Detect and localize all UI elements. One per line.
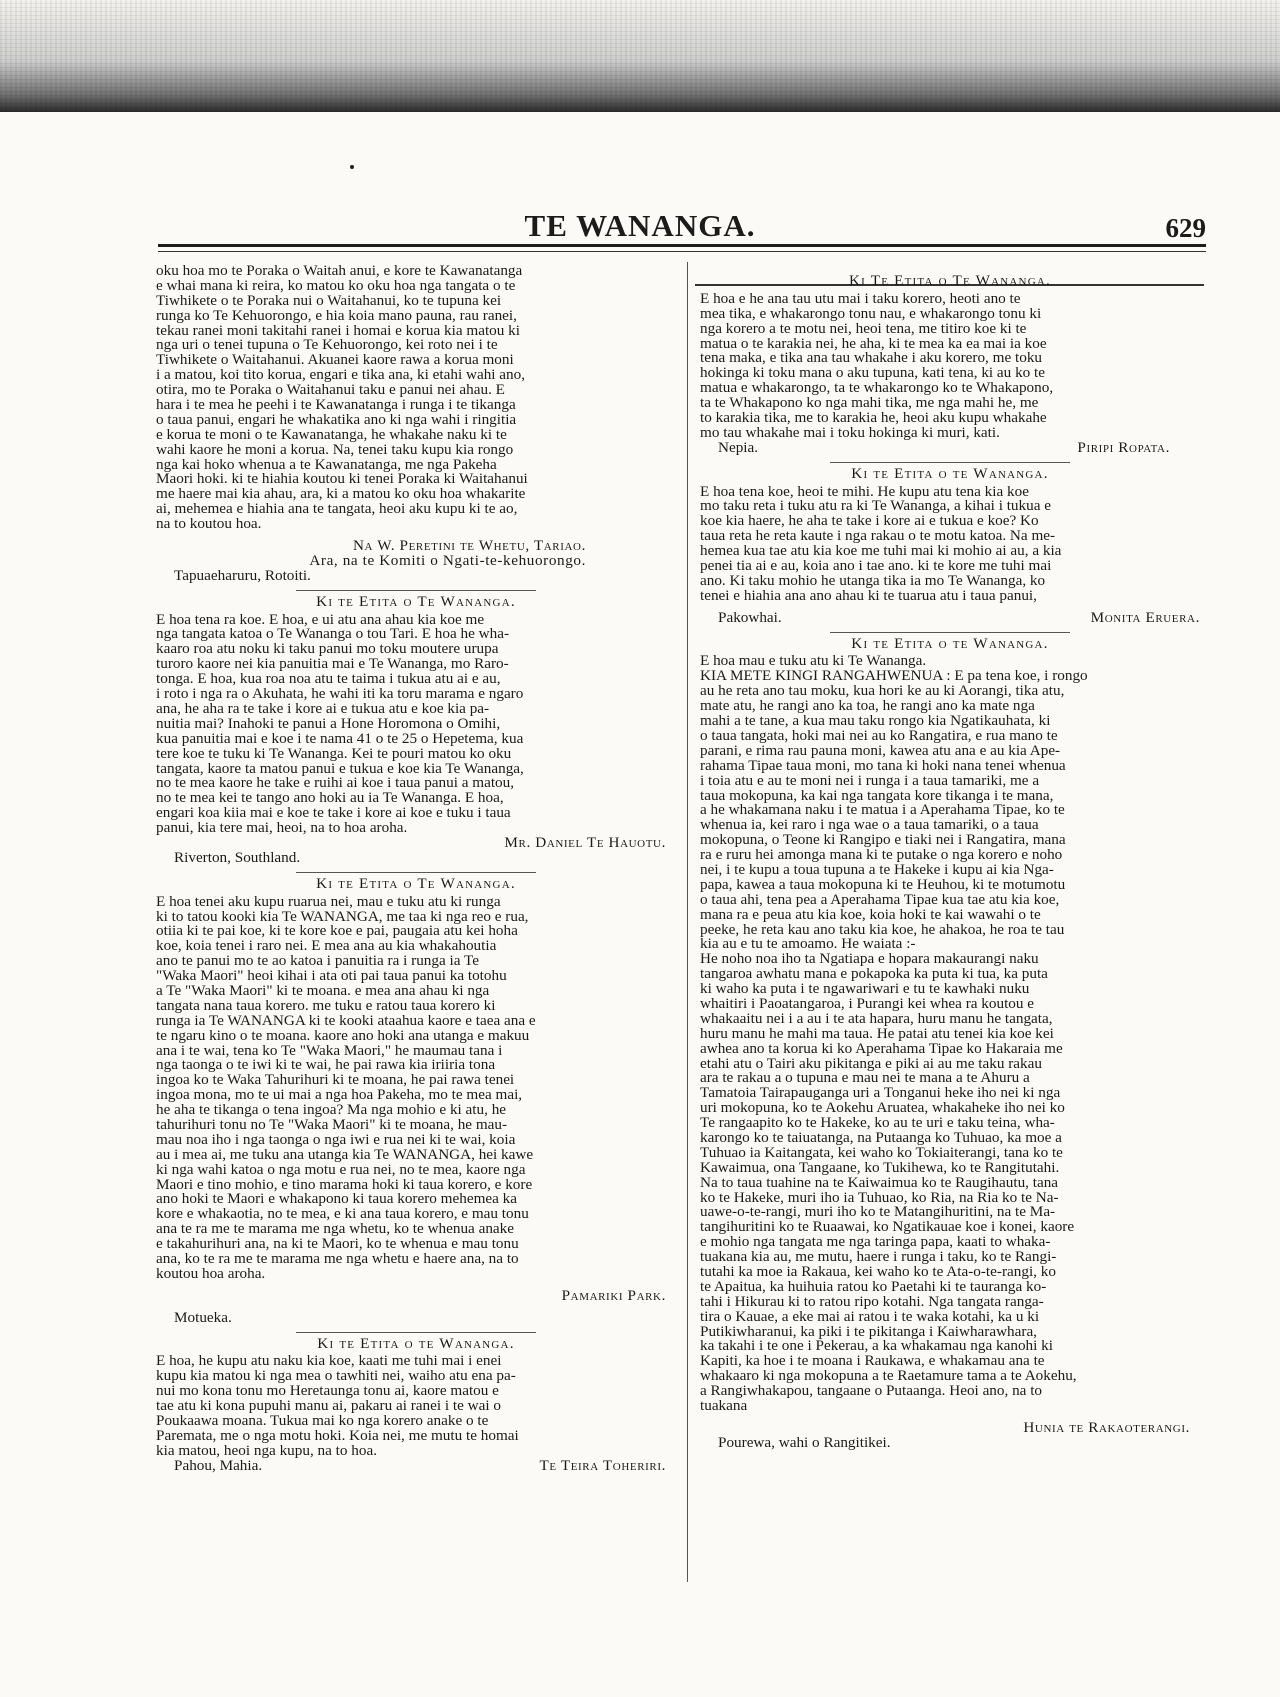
letter-line: kua panuitia mai e koe i te nama 41 o te 25 o Hepetema, kua xyxy=(156,731,524,747)
letter-line: tenei e hiahia ana ano ahau ki te tuarua atu i taua panui, xyxy=(700,588,1037,604)
letter-line: mahi a te tane, a kua mau taku rongo kia Ngatikauhata, ki xyxy=(700,714,1051,729)
letter-place: Pahou, Mahia. xyxy=(174,1458,263,1474)
letter-heading: Ki te Etita o Te Wananga. xyxy=(316,594,516,610)
letter-line: runga ko Te Kehuorongo, e hia koia mano pauna, rau ranei, xyxy=(156,308,517,324)
letter-line: na to koutou hoa. xyxy=(156,517,262,533)
letter-line: Kawaimua, ona Tangaane, ko Tukihewa, ko te Rangitutahi. xyxy=(700,1160,1060,1176)
letter-line: tuakana xyxy=(700,1399,748,1414)
letter-place: Riverton, Southland. xyxy=(174,850,301,866)
letter-line: nga taonga o te iwi ki te wai, he pai rawa kia iriiria tona xyxy=(156,1058,496,1074)
letter-line: taua reta he reta kaute i nga rakau o te motu katoa. Na me- xyxy=(700,529,1056,545)
letter-line: o taua ahi, tena pea a Aperahama Tipae kua tae atu kia koe, xyxy=(700,892,1060,908)
letter-line: e mohio nga tangata me nga taringa papa, kaati to whaka- xyxy=(700,1235,1051,1251)
letter-line: tutahi ka moe ia Rakaua, kei waho ko te Ata-o-te-rangi, ko xyxy=(700,1265,1056,1280)
letter-line: nuitia mai? Inahoki te panui a Hone Horomona o Omihi, xyxy=(156,716,501,732)
page-number: 629 xyxy=(1165,213,1206,243)
letter-line: mea tika, e whakarongo tonu nau, e whakarongo tonu ki xyxy=(700,306,1042,322)
header-rule-thick xyxy=(158,244,1206,247)
letter-line: i toia atu e au te moni nei i runga i a taua tamariki, me a xyxy=(700,773,1040,789)
letter-line: mokopuna, o Teone ki Rangipo e tiaki nei i Rangatira, mana xyxy=(700,833,1066,849)
letter-signature: Piripi Ropata. xyxy=(1077,440,1170,456)
letter-line: Tuhuao ia Kaitangata, kei waho ko Tokiaiterangi, tana ko te xyxy=(700,1145,1063,1161)
letter-line: Tiwhikete o Waitahanui. Akuanei kaore rawa a korua moni xyxy=(156,353,514,369)
spacer xyxy=(156,532,676,539)
letter-line: hemea kua tae atu kia koe me tuhi mai ki mohio ai au, a kia xyxy=(700,544,1062,560)
letter-line: nei, i te kupu a toua tupuna a te Hakeke i kupu ai kia Nga- xyxy=(700,862,1054,878)
letter-line: panui, kia tere mai, heoi, na to hoa aroha. xyxy=(156,821,408,836)
letter-line: whenua ia, kei raro i nga wae o a taua tamariki, o a taua xyxy=(700,818,1039,834)
letter-line: koe, koia tenei i raro nei. E mea ana au kia whakahoutia xyxy=(156,939,497,955)
letter-line: ana i te wai, tena ko Te "Waka Maori," he maumau tana i xyxy=(156,1043,503,1059)
letter-line: Maori e tino mohio, e tino marama hoki ki taua korero, e kore xyxy=(156,1177,533,1193)
letter-line: he aha te tikanga o tena ingoa? Ma nga mohio e ki atu, he xyxy=(156,1103,507,1118)
letter-line: e korua te moni o te Kawanatanga, he whakahe naku ki te xyxy=(156,427,507,443)
letter-line: a Te "Waka Maori" ki te moana. e mea ana ahau ki nga xyxy=(156,983,490,999)
letter-line: He noho noa iho ta Ngatiapa e hopara makaurangi naku xyxy=(700,952,1039,968)
letter-line: engari koa kiia mai e koe te take i kore ai koe e tuku i taua xyxy=(156,806,511,822)
section-separator xyxy=(830,632,1070,633)
letter-line: E hoa e he ana tau utu mai i taku korero, heoti ano te xyxy=(700,291,1021,307)
letter-line: awhea ano ta korua ki ko Aperahama Tipae ko Hakaraia me xyxy=(700,1041,1063,1057)
letter-line: a he whakamana naku i te matua i a Aperahama Tipae, ko te xyxy=(700,803,1065,819)
letter-line: uri mokopuna, ko te Aokehu Aruatea, whakaheke iho nei ko xyxy=(700,1101,1065,1117)
letter-line: i a matou, koi tito korua, engari e tika ana, ki etahi wahi ano, xyxy=(156,368,526,384)
letter-line: karongo ko te taiuatanga, na Putaanga ko Tuhuao, ka moe a xyxy=(700,1130,1062,1146)
letter-heading: Ki Te Etita o Te Wananga. xyxy=(849,274,1051,289)
letter-line: Te rangaapito ko te Hakeke, ko au te uri e taku teina, wha- xyxy=(700,1116,1055,1131)
column-divider xyxy=(687,262,688,1582)
letter-line: o taua tangata, hoki mai nei au ko Rangatira, e rua mano te xyxy=(700,728,1058,744)
letter-line: tahurihuri tonu no Te "Waka Maori" ki te moana, he mau- xyxy=(156,1117,508,1133)
letter-place: Pakowhai. xyxy=(718,610,782,626)
letter-line: ko te Hakeke, muri iho ia Tuhuao, ko Ria, na Ria ko te Na- xyxy=(700,1190,1059,1206)
spacer xyxy=(700,1414,1200,1421)
section-separator xyxy=(296,1332,536,1333)
letter-heading: Ki te Etita o te Wananga. xyxy=(317,1336,515,1352)
letter-line: etahi atu o Tairi aku pikitanga e piki ai au me taku rakau xyxy=(700,1056,1042,1072)
letter-line: E hoa, he kupu atu naku kia koe, kaati me tuhi mai i enei xyxy=(156,1354,502,1370)
letter-line: au i mea ai, me tuku ana utanga kia Te WANANGA, hei kawe xyxy=(156,1147,534,1163)
letter-line: tena maka, e tika ana tau whakahe i aku korero, me toku xyxy=(700,351,1043,367)
letter-line: ingoa mona, mo te ui mai a nga hoa Pakeha, mo te mea mai, xyxy=(156,1088,523,1104)
letter-line: Tiwhikete o te Poraka nui o Waitahanui, ko te tupuna kei xyxy=(156,293,502,309)
letter-line: me haere mai kia ahau, ara, ki a matou ko oku hoa whakarite xyxy=(156,487,526,503)
letter-line: nui mo kona tonu mo Heretaunga tonu ai, kaore matou e xyxy=(156,1384,499,1400)
letter-line: ano. Ki taku mohio he utanga tika ia mo Te Wananga, ko xyxy=(700,573,1046,589)
letter-line: Kapiti, ka hoe i te moana i Raukawa, e whakamau ana te xyxy=(700,1354,1045,1370)
letter-line: nga korero a te motu nei, heoi tena, me titiro koe ki te xyxy=(700,321,1027,337)
letter-line: ki nga wahi katoa o nga motu e rua nei, no te mea, kaore nga xyxy=(156,1162,526,1178)
letter-line: otiia ki te pai koe, ki te kore koe e pai, paugaia atu kei hoha xyxy=(156,924,518,940)
letter-line: mau noa iho i nga taonga o nga iwi e rua nei ki te wai, koia xyxy=(156,1132,516,1148)
letter-line: mo tau whakahe mai i toku hokinga ki muri, kati. xyxy=(700,425,1000,441)
letter-line: no te mea kaore he take e ruihi ai koe i taua panui a matou, xyxy=(156,776,515,792)
letter-line: ki waho ka puta i te ngawariwari e tu te kawhaki nuku xyxy=(700,982,1030,997)
letter-heading: Ki te Etita o Te Wananga. xyxy=(316,876,516,892)
letter-place: Pourewa, wahi o Rangitikei. xyxy=(718,1435,891,1451)
letter-line: "Waka Maori" heoi kihai i ata oti pai taua panui ka totohu xyxy=(156,969,507,984)
letter-line: Paremata, me o nga motu hoki. Koia nei, me mutu te homai xyxy=(156,1428,519,1444)
letter-signature: Pamariki Park. xyxy=(561,1288,666,1304)
letter-line: wahi kaore he moni a korua. Na, tenei taku kupu kia rongo xyxy=(156,442,514,458)
letter-line: Maori hoki. ki te hiahia koutou ki tenei Poraka ki Waitahanui xyxy=(156,472,528,488)
letter-line: te ngaru kino o te moana. kaore ano hoki ana utanga e makuu xyxy=(156,1028,530,1044)
letter-line: runga ia Te WANANGA ki te kooki ataahua kaore e taea ana e xyxy=(156,1013,536,1029)
letter-line: ana, ko te ra me te marama me nga whetu e haere ana, na to xyxy=(156,1252,519,1267)
letter-line: ra e ruru hei amonga mana ki te putake o nga korero e noho xyxy=(700,848,1063,863)
letter-place: Nepia. xyxy=(718,440,759,456)
letter-place: Motueka. xyxy=(174,1310,232,1326)
letter-line: kia matou, heoi nga kupu, na to hoa. xyxy=(156,1443,378,1459)
letter-line: ki to tatou kooki kia Te WANANGA, me taa ki nga reo e rua, xyxy=(156,909,529,925)
letter-line: tangihuritini ko te Ruaawai, ko Ngatikauae koe i konei, kaore xyxy=(700,1220,1075,1236)
letter-line: ara te rakau a o tupuna e mau nei te mana a te Ahuru a xyxy=(700,1071,1030,1087)
section-separator xyxy=(830,462,1070,463)
letter-line: Putikiwharanui, ka piki i te pikitanga i Kaiwharawhara, xyxy=(700,1324,1037,1340)
letter-line: koutou hoa aroha. xyxy=(156,1266,266,1282)
letter-line: a Rangiwhakapou, tangaane o Putaanga. Heoi ano, na to xyxy=(700,1384,1043,1400)
letter-line: KIA METE KINGI RANGAHWENUA : E pa tena koe, i rongo xyxy=(700,669,1088,685)
left-column xyxy=(156,264,676,1474)
letter-line: matua o te karakia nei, he aha, ki te mea ka ea mai ia koe xyxy=(700,336,1047,352)
letter-line: o taua panui, engari he whakatika ano ki nga wahi i ringitia xyxy=(156,412,517,428)
header-rule-thin xyxy=(158,251,1206,252)
letter-line: tangata nana taua korero. me tuku e ratou taua korero ki xyxy=(156,998,496,1014)
letter-line: peeke, he reta kau ano taku kia koe, he ahakoa, he roa te tau xyxy=(700,922,1065,938)
letter-signature: Na W. Peretini te Whetu, Tariao. xyxy=(352,539,586,554)
letter-line: hara i te mea he peehi i te Kawanatanga i runga i te tikanga xyxy=(156,398,516,413)
right-column xyxy=(700,272,1200,1451)
letter-line: Tamatoia Tairapauganga uri a Tonganui heke iho nei ki nga xyxy=(700,1086,1061,1102)
letter-line: kupu kia matou ki nga mea o tawhiti nei, waiho atu ena pa- xyxy=(156,1369,516,1385)
letter-line: matua e whakarongo, ta te whakarongo ko te Whakapono, xyxy=(700,381,1054,397)
letter-line: au he reta ano tau moku, kua hori ke au ki Aorangi, tika atu, xyxy=(700,684,1065,700)
letter-line: Na to taua tuahine na te Kaiwaimua ko te Raugihautu, tana xyxy=(700,1175,1059,1191)
letter-line: whaitiri i Paoatangaroa, i Purangi kei whea ra koutou e xyxy=(700,996,1035,1012)
spacer xyxy=(700,604,1200,611)
letter-line: tahi i Hikurau ki to ratou ripo kotahi. Nga tangata ranga- xyxy=(700,1294,1044,1310)
letter-line: no te mea kei te tango ano hoki au ia Te Wananga. E hoa, xyxy=(156,791,504,807)
ink-speck xyxy=(350,165,354,169)
letter-heading: Ki te Etita o te Wananga. xyxy=(851,636,1049,652)
letter-line: tae atu ki kona pupuhi manu ai, pakaru ai ranei i te wai o xyxy=(156,1399,501,1415)
letter-line: ai, mehemea e hiahia ana te tangata, heoi aku kupu ki te ao, xyxy=(156,502,518,518)
letter-line: hokinga ki toku mana o aku tupuna, kati tena, ki au ko te xyxy=(700,366,1046,382)
letter-line: mana ra e peua atu kia koe, koia hoki te kai wawahi o te xyxy=(700,907,1041,923)
letter-signature: Hunia te Rakaoterangi. xyxy=(1023,1420,1190,1436)
letter-line: parani, e rima rau pauna moni, kawea atu ana e au kia Ape- xyxy=(700,743,1061,759)
letter-line: Poukaawa moana. Tukua mai ko nga korero anake o te xyxy=(156,1414,489,1429)
letter-line: oku hoa mo te Poraka o Waitah anui, e kore te Kawanatanga xyxy=(156,264,523,279)
letter-line: kore e whakaotia, no te mea, e ki ana taua korero, e mau tonu xyxy=(156,1207,529,1223)
letter-line: tangata, kaore ta matou panui e tukua e koe kia Te Wananga, xyxy=(156,761,524,777)
letter-line: tuakana kia au, me mutu, haere i runga i taku, ko te Rangi- xyxy=(700,1250,1057,1265)
letter-line: te Apaitua, ka huihuia ratou ko Paetahi ki te tauranga ko- xyxy=(700,1279,1047,1295)
scan-artifact-band xyxy=(0,0,1280,112)
letter-line: papa, kawea a taua mokopuna ki te Heuhou, ki te motumotu xyxy=(700,877,1066,893)
letter-line: tonga. E hoa, kua roa noa atu te taima i tukua atu ai e au, xyxy=(156,672,501,688)
masthead-title: TE WANANGA. xyxy=(524,208,756,243)
letter-line: tere koe te tuku ki Te Wananga. Kei te pouri matou ko oku xyxy=(156,746,512,762)
letter-line: ano hoki te Maori e whakapono ki taua korero mehemea ka xyxy=(156,1192,517,1208)
spacer xyxy=(156,1304,676,1311)
letter-line: tira o Kauae, a eke mai ai ratou i te waka kotahi, ka u ki xyxy=(700,1309,1040,1325)
letter-line: E hoa tenei aku kupu ruarua nei, mau e tuku atu ki runga xyxy=(156,894,501,910)
letter-line: mate atu, he rangi ano ka toa, he rangi ano ka mate nga xyxy=(700,699,1035,715)
section-separator xyxy=(296,590,536,591)
letter-line: nga tangata katoa o Te Wananga o tou Tari. E hoa he wha- xyxy=(156,627,510,643)
letter-signature: Mr. Daniel Te Hauotu. xyxy=(504,835,666,851)
letter-heading: Ki te Etita o te Wananga. xyxy=(851,466,1049,482)
letter-line: ingoa ko te Waka Tahurihuri ki te moana, he pai rawa tenei xyxy=(156,1073,515,1089)
letter-line: tangaroa awhatu mana e pokapoka ka puta ki tua, ka puta xyxy=(700,967,1048,983)
letter-line: huru manu he mahi ma taua. He patai atu tenei kia koe kei xyxy=(700,1026,1054,1042)
letter-line: whakaaitu nei i a au i te ata hapara, huru manu he tangata, xyxy=(700,1011,1053,1027)
letter-line: koe kia haere, he aha te take i kore ai e tukua e koe? Ko xyxy=(700,514,1039,530)
letter-line: penei tia ai e au, koia ano i tae ano. ki te kore me tuhi mai xyxy=(700,559,1052,574)
letter-line: kaaro roa atu noku ki taku panui mo toku moutere urupa xyxy=(156,642,499,658)
letter-line: taua mokopuna, ka kai nga tangata kore tikanga i te mana, xyxy=(700,788,1054,804)
letter-line: ta te Whakapono ko nga mahi tika, me nga mahi he, me xyxy=(700,396,1039,412)
letter-signature: Te Teira Toheriri. xyxy=(539,1458,666,1474)
letter-line: mo taku reta i tuku atu ra ki Te Wananga, a kihai i tukua e xyxy=(700,499,1051,515)
letter-line: ka takahi i te one i Pekerau, a ka whakamau nga kanohi ki xyxy=(700,1339,1053,1355)
letter-line: e whai mana ki reira, ko matou ko oku hoa nga tangata o te xyxy=(156,278,516,294)
letter-line: uawe-o-te-rangi, muri iho ko te Matangihuritini, na te Ma- xyxy=(700,1205,1056,1221)
letter-line: ana te ra me te marama me nga whetu, ko te whenua anake xyxy=(156,1222,515,1238)
letter-line: e takahurihuri ana, na ki te Maori, ko te whenua e mau tonu xyxy=(156,1237,519,1252)
letter-line: E hoa mau e tuku atu ki Te Wananga. xyxy=(700,654,927,670)
letter-line: i roto i nga ra o Akuhata, he wahi iti ka toru marama e ngaro xyxy=(156,687,524,702)
letter-line: rahama Tipae taua moni, mo tana ki hoki nana tenei whenua xyxy=(700,758,1066,774)
letter-signature-secondary: Ara, na te Komiti o Ngati-te-kehuorongo. xyxy=(309,553,586,569)
letter-place: Tapuaeharuru, Rotoiti. xyxy=(174,568,311,584)
letter-line: E hoa tena koe, heoi te mihi. He kupu atu tena kia koe xyxy=(700,484,1029,500)
letter-line: tekau ranei moni takitahi ranei i homai e korua kia matou ki xyxy=(156,323,520,339)
letter-line: to karakia tika, me to karakia he, heoi aku kupu whakahe xyxy=(700,411,1047,426)
letter-line: ana, he aha ra te take i kore ai e tukua atu e koe kia pa- xyxy=(156,701,490,717)
letter-signature: Monita Eruera. xyxy=(1090,610,1200,626)
letter-line: ano te panui mo te ao katoa i panuitia ra i runga ia Te xyxy=(156,954,479,970)
spacer xyxy=(156,1282,676,1289)
letter-line: otira, mo te Poraka o Waitahanui taku e panui nei ahau. E xyxy=(156,383,505,399)
letter-line: E hoa tena ra koe. E hoa, e ui atu ana ahau kia koe me xyxy=(156,612,485,628)
letter-line: nga uri o tenei tupuna o Te Kehuorongo, kei roto nei i te xyxy=(156,338,498,354)
letter-line: turoro kaore nei kia panuitia mai e Te Wananga, mo Raro- xyxy=(156,657,509,673)
section-separator xyxy=(296,872,536,873)
letter-line: nga kai hoko whenua a te Kawanatanga, me nga Pakeha xyxy=(156,457,497,473)
letter-line: kia au e tu te amoamo. He waiata :- xyxy=(700,937,916,953)
letter-line: whakaaro ki nga mokopuna a te Raetamure tama a te Aokehu, xyxy=(700,1369,1077,1385)
